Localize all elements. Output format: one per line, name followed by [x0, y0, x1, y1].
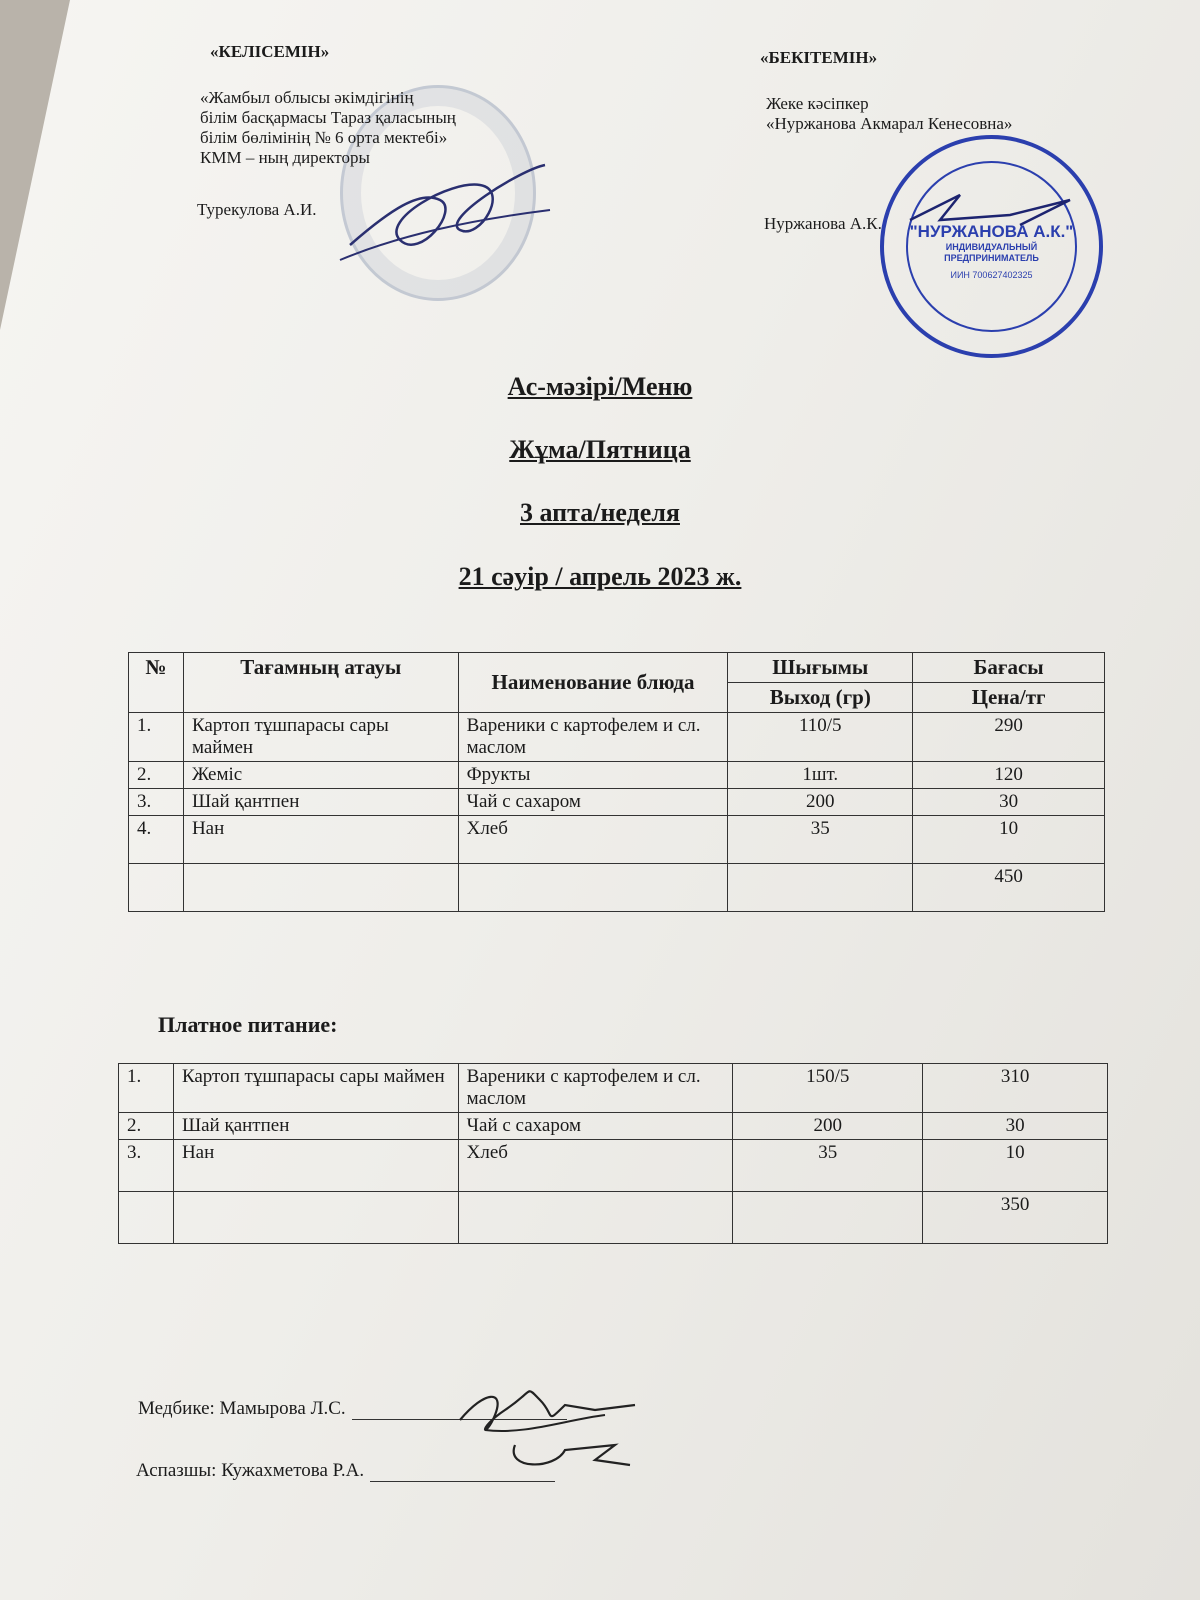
date-title: 21 сәуір / апрель 2023 ж.: [458, 562, 742, 591]
row-num: 2.: [119, 1113, 174, 1140]
dish-name-kz: Жеміс: [183, 762, 458, 789]
dish-yield: 35: [728, 816, 913, 864]
row-num: 3.: [129, 789, 184, 816]
approve-text: Жеке кәсіпкер «Нуржанова Акмарал Кенесовна»: [766, 94, 1013, 133]
agree-title: «КЕЛІСЕМІН»: [210, 42, 330, 61]
menu-total: 450: [913, 864, 1105, 912]
col-header-num: №: [129, 653, 184, 713]
menu-table: [128, 652, 1105, 912]
agree-signer: Турекулова А.И.: [197, 200, 317, 219]
dish-yield: 150/5: [733, 1064, 923, 1113]
paid-table: [118, 1063, 1108, 1244]
cook-label: Аспазшы: Кужахметова Р.А.: [136, 1460, 365, 1481]
total-row: [119, 1192, 1108, 1244]
total-row: [129, 864, 1105, 912]
col-header-yield-kz: Шығымы: [728, 653, 913, 683]
dish-name-kz: Шай қантпен: [183, 789, 458, 816]
row-num: 2.: [129, 762, 184, 789]
menu-title: Ас-мәзірі/Меню: [507, 372, 693, 401]
dish-name-ru: Чай с сахаром: [458, 789, 728, 816]
stamp-id: ИИН 700627402325: [950, 269, 1033, 280]
table-row: [129, 713, 1105, 762]
dish-yield: 200: [728, 789, 913, 816]
approve-title: «БЕКІТЕМІН»: [760, 48, 878, 67]
col-header-yield-ru: Выход (гр): [728, 683, 913, 713]
dish-yield: 200: [733, 1113, 923, 1140]
col-header-price-ru: Цена/тг: [913, 683, 1105, 713]
dish-price: 30: [913, 789, 1105, 816]
nurse-label: Медбике: Мамырова Л.С.: [138, 1398, 346, 1419]
director-signature: [330, 150, 560, 270]
dish-yield: 110/5: [728, 713, 913, 762]
table-row: [129, 762, 1105, 789]
table-row: [129, 789, 1105, 816]
table-row: [129, 816, 1105, 864]
stamp-name: "НУРЖАНОВА А.К.": [909, 221, 1074, 241]
dish-yield: 35: [733, 1140, 923, 1192]
row-num: 3.: [119, 1140, 174, 1192]
dish-price: 310: [923, 1064, 1108, 1113]
row-num: 1.: [129, 713, 184, 762]
table-row: [119, 1140, 1108, 1192]
week-title: 3 апта/неделя: [520, 498, 680, 527]
agree-text: «Жамбыл облысы әкімдігінің білім басқармасы Тараз қаласының білім бөлімінің № 6 орта мектебі» КММ – ның директоры: [200, 88, 456, 167]
col-header-name-ru: Наименование блюда: [458, 653, 728, 713]
dish-name-kz: Картоп тұшпарасы сары маймен: [173, 1064, 458, 1113]
col-header-price-kz: Бағасы: [913, 653, 1105, 683]
paid-section-label: Платное питание:: [158, 1012, 338, 1037]
dish-price: 10: [923, 1140, 1108, 1192]
dish-name-ru: Фрукты: [458, 762, 728, 789]
dish-name-kz: Нан: [183, 816, 458, 864]
paid-total: 350: [923, 1192, 1108, 1244]
stamp-line-1: ИНДИВИДУАЛЬНЫЙ: [945, 241, 1038, 252]
dish-name-kz: Картоп тұшпарасы сары маймен: [183, 713, 458, 762]
stamp-line-2: ПРЕДПРИНИМАТЕЛЬ: [944, 252, 1039, 263]
nurse-signature: [445, 1375, 645, 1485]
entrepreneur-stamp: [880, 135, 1103, 358]
dish-price: 10: [913, 816, 1105, 864]
day-title: Жұма/Пятница: [509, 435, 691, 464]
dish-price: 30: [923, 1113, 1108, 1140]
dish-price: 120: [913, 762, 1105, 789]
table-row: [119, 1113, 1108, 1140]
table-row: [119, 1064, 1108, 1113]
dish-name-kz: Шай қантпен: [173, 1113, 458, 1140]
dish-name-kz: Нан: [173, 1140, 458, 1192]
dish-name-ru: Чай с сахаром: [458, 1113, 733, 1140]
col-header-name-kz: Тағамның атауы: [183, 653, 458, 713]
dish-name-ru: Вареники с картофелем и сл. маслом: [458, 713, 728, 762]
row-num: 1.: [119, 1064, 174, 1113]
approve-signer: Нуржанова А.К.: [764, 214, 882, 233]
dish-name-ru: Вареники с картофелем и сл. маслом: [458, 1064, 733, 1113]
dish-yield: 1шт.: [728, 762, 913, 789]
dish-price: 290: [913, 713, 1105, 762]
dish-name-ru: Хлеб: [458, 1140, 733, 1192]
row-num: 4.: [129, 816, 184, 864]
dish-name-ru: Хлеб: [458, 816, 728, 864]
